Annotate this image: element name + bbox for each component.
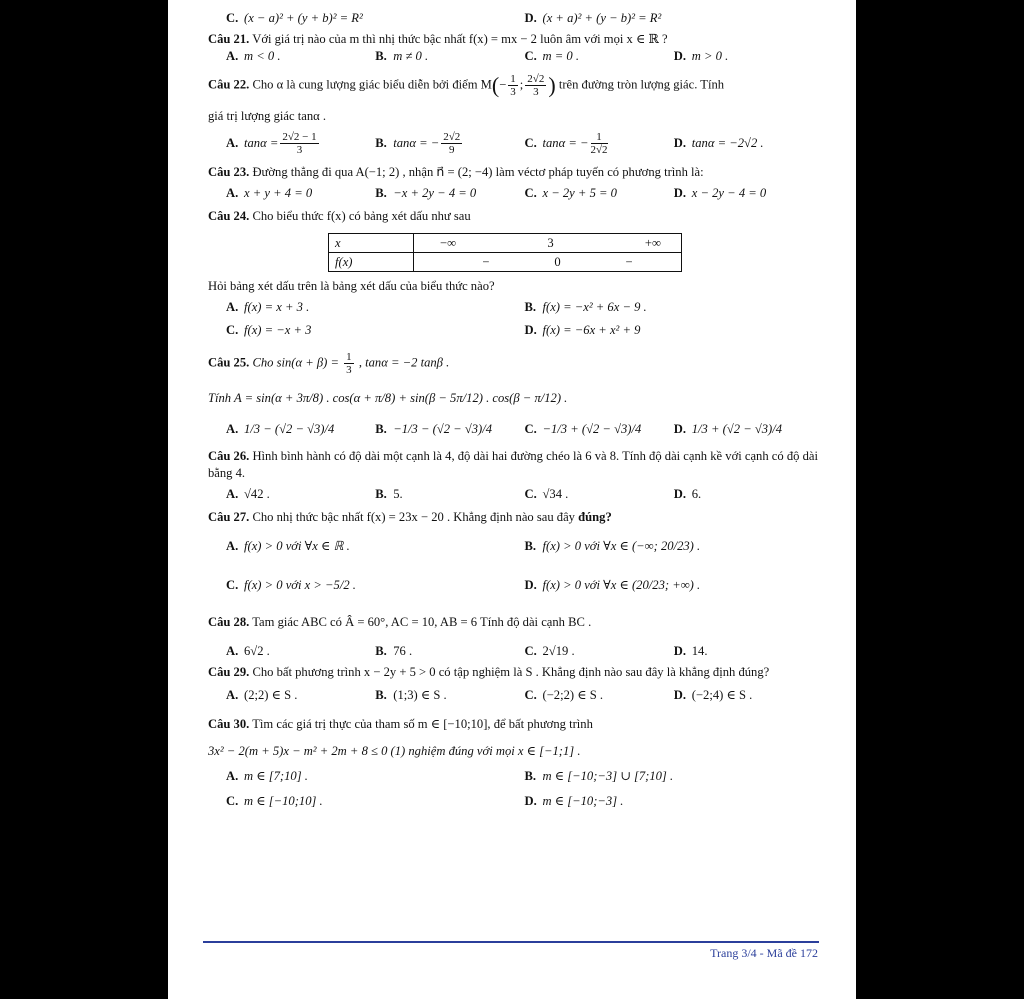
question-text: Tam giác ABC có Â = 60°, AC = 10, AB = 6 Tính độ dài cạnh BC . (252, 615, 592, 629)
question-24 (208, 208, 823, 339)
options (208, 299, 823, 316)
option-b: tanα = − (393, 136, 440, 150)
question-number: Câu 23. (208, 165, 250, 179)
frac-num: 1 (591, 131, 608, 144)
sign-value: 0 (554, 254, 561, 269)
option-a: f(x) > 0 với ∀x ∈ ℝ . (244, 539, 350, 553)
option-b: 76 . (393, 644, 413, 658)
option-label: A. (226, 300, 239, 314)
option-label: B. (375, 186, 387, 200)
option-c: (−2;2) ∈ S . (542, 688, 604, 702)
option-b: f(x) > 0 với ∀x ∈ (−∞; 20/23) . (542, 539, 701, 553)
sign-value: +∞ (644, 235, 661, 250)
option-d: x − 2y − 4 = 0 (691, 186, 767, 200)
option-label: D. (673, 422, 686, 436)
option-c: (x − a)² + (y + b)² = R² (244, 11, 363, 25)
frac-den: 3 (346, 364, 352, 376)
options (208, 538, 823, 555)
option-b: m ≠ 0 . (393, 49, 429, 63)
question-number: Câu 30. (208, 717, 250, 731)
question-29 (208, 664, 823, 704)
option-a: (2;2) ∈ S . (244, 688, 298, 702)
option-label: C. (524, 487, 537, 501)
option-d: tanα = −2√2 . (691, 136, 764, 150)
option-label: D. (524, 794, 537, 808)
table-cell: f(x) (329, 253, 414, 272)
options (208, 322, 823, 339)
option-a: m < 0 . (244, 49, 281, 63)
option-label: C. (524, 422, 537, 436)
option-d: (x + a)² + (y − b)² = R² (542, 11, 662, 25)
option-a: x + y + 4 = 0 (244, 186, 313, 200)
option-label: A. (226, 539, 239, 553)
emphasis-text: đúng (578, 510, 606, 524)
option-label: A. (226, 422, 239, 436)
option-label: C. (524, 49, 537, 63)
question-text: Cho sin(α + β) = (252, 355, 340, 370)
sign-value: −∞ (440, 235, 457, 250)
option-label: B. (524, 769, 537, 783)
question-text: Tìm các giá trị thực của tham số m ∈ [−10;10], để bất phương trình (252, 717, 593, 731)
option-label: C. (524, 136, 537, 150)
question-text: Với giá trị nào của m thì nhị thức bậc nhất f(x) = mx − 2 luôn âm với mọi x ∈ ℝ ? (252, 32, 668, 46)
option-label: B. (524, 539, 537, 553)
question-number: Câu 28. (208, 615, 250, 629)
option-label: A. (226, 487, 239, 501)
option-label: D. (673, 136, 686, 150)
option-label: C. (226, 11, 239, 25)
frac-den: 2√2 (590, 144, 608, 156)
frac-den: 3 (510, 86, 516, 98)
option-label: A. (226, 688, 239, 702)
question-text: Cho biểu thức f(x) có bảng xét dấu như sau (252, 209, 471, 223)
option-label: D. (524, 578, 537, 592)
option-d: 1/3 + (√2 − √3)/4 (691, 422, 783, 436)
option-d: m ∈ [−10;−3] . (542, 794, 624, 808)
options (208, 768, 823, 785)
frac-den: 3 (296, 144, 303, 156)
option-a: m ∈ [7;10] . (244, 769, 308, 783)
option-d: (−2;4) ∈ S . (691, 688, 753, 702)
option-b: −x + 2y − 4 = 0 (393, 186, 477, 200)
option-label: B. (375, 487, 387, 501)
option-b: −1/3 − (√2 − √3)/4 (393, 422, 493, 436)
table-cell (414, 253, 682, 272)
option-label: A. (226, 186, 239, 200)
question-27 (208, 509, 823, 594)
option-label: D. (673, 487, 686, 501)
sign-table (328, 233, 682, 272)
option-b: f(x) = −x² + 6x − 9 . (542, 300, 647, 314)
option-label: B. (375, 136, 387, 150)
option-a: tanα = (244, 136, 279, 150)
question-text: Cho nhị thức bậc nhất f(x) = 23x − 20 . Khẳng định nào sau đây (252, 510, 575, 524)
sign-value: − (625, 254, 633, 269)
question-21 (208, 31, 823, 65)
option-d: f(x) > 0 với ∀x ∈ (20/23; +∞) . (542, 578, 701, 592)
option-c: f(x) = −x + 3 (244, 323, 312, 337)
option-a: 1/3 − (√2 − √3)/4 (244, 422, 335, 436)
option-c: m = 0 . (542, 49, 579, 63)
sign-value: 3 (547, 235, 554, 250)
question-30 (208, 716, 823, 810)
question-number: Câu 27. (208, 510, 250, 524)
question-text: Hỏi bảng xét dấu trên là bảng xét dấu của biểu thức nào? (208, 279, 495, 293)
option-label: D. (673, 49, 686, 63)
option-c: √34 . (542, 487, 569, 501)
option-d: 6. (691, 487, 702, 501)
option-c: m ∈ [−10;10] . (244, 794, 323, 808)
question-number: Câu 21. (208, 32, 250, 46)
option-label: B. (375, 49, 387, 63)
question-text: Tính A = sin(α + 3π/8) . cos(α + π/8) + sin(β − 5π/12) . cos(β − π/12) . (208, 391, 568, 405)
table-cell (414, 234, 682, 253)
option-c: x − 2y + 5 = 0 (542, 186, 617, 200)
option-c: −1/3 + (√2 − √3)/4 (542, 422, 642, 436)
options (208, 577, 823, 594)
option-label: D. (673, 688, 686, 702)
option-b: (1;3) ∈ S . (393, 688, 447, 702)
option-c: tanα = − (542, 136, 589, 150)
table-row (329, 234, 682, 253)
question-25 (208, 351, 823, 438)
question-text: giá trị lượng giác tanα . (208, 109, 327, 123)
question-text: Hình bình hành có độ dài một cạnh là 4, độ dài hai đường chéo là 6 và 8. Tính độ dài cạnh kề với cạnh có độ dài bằng 4. (208, 449, 818, 480)
page-content (208, 10, 823, 810)
option-label: C. (226, 578, 239, 592)
options (208, 793, 823, 810)
options (208, 421, 823, 438)
option-label: A. (226, 49, 239, 63)
option-d: m > 0 . (691, 49, 729, 63)
option-d: 14. (691, 644, 708, 658)
question-text: , tanα = −2 tanβ . (358, 355, 450, 370)
option-a: f(x) = x + 3 . (244, 300, 310, 314)
option-label: D. (524, 11, 537, 25)
sign-value: − (482, 254, 490, 269)
question-text: Đường thẳng đi qua A(−1; 2) , nhận n⃗ = (2; −4) làm véctơ pháp tuyến có phương trình là: (252, 165, 704, 179)
question-number: Câu 26. (208, 449, 250, 463)
option-b: 5. (393, 487, 403, 501)
table-row (329, 253, 682, 272)
option-label: C. (524, 186, 537, 200)
question-23 (208, 164, 823, 202)
option-label: A. (226, 136, 239, 150)
question-text: Cho bất phương trình x − 2y + 5 > 0 có tập nghiệm là S . Khẳng định nào sau đây là khẳng định đúng? (252, 665, 770, 679)
question-number: Câu 24. (208, 209, 250, 223)
option-b: m ∈ [−10;−3] ∪ [7;10] . (542, 769, 674, 783)
question-text: trên đường tròn lượng giác. Tính (558, 77, 725, 92)
option-label: C. (226, 794, 239, 808)
option-a: 6√2 . (244, 644, 270, 658)
option-label: A. (226, 644, 239, 658)
option-d: f(x) = −6x + x² + 9 (542, 323, 641, 337)
options (208, 185, 823, 202)
option-label: B. (375, 644, 387, 658)
question-number: Câu 29. (208, 665, 250, 679)
page-footer: Trang 3/4 - Mã đề 172 (710, 946, 818, 960)
options (208, 486, 823, 503)
option-label: C. (524, 688, 537, 702)
frac-den: 3 (533, 86, 539, 98)
option-c: f(x) > 0 với x > −5/2 . (244, 578, 356, 592)
prev-question-options (208, 10, 823, 27)
frac-num: 1 (510, 73, 516, 85)
question-22: Câu 22. Cho α là cung lượng giác biểu diễn bởi điểm M(− $\frac{1}{3}$ ; $\frac{2√2}{3}$ ) trên đường tròn lượng giác. Tính giá trị lượng giác tanα . A. tanα = $\frac{2√2 - 1}{3}$ B. tanα = − $\frac{2√2}{9}$ C. tanα = − $\frac{1}{2√2}$ D. tanα = −2√2 . (208, 73, 823, 156)
option-c: 2√19 . (542, 644, 575, 658)
option-label: D. (673, 186, 686, 200)
option-label: B. (375, 688, 387, 702)
option-label: B. (375, 422, 387, 436)
options (208, 643, 823, 660)
option-label: D. (524, 323, 537, 337)
frac-num: 1 (346, 351, 352, 363)
question-number: Câu 22. (208, 77, 250, 92)
frac-num: 2√2 (443, 131, 461, 143)
footer-divider (203, 941, 819, 943)
frac-den: 9 (449, 144, 455, 156)
document-page (168, 0, 856, 999)
question-text: Cho α là cung lượng giác biểu diễn bởi điểm M (252, 77, 492, 92)
question-26 (208, 448, 823, 503)
option-label: D. (673, 644, 686, 658)
options (208, 131, 823, 156)
option-a: √42 . (244, 487, 270, 501)
frac-num: 2√2 (527, 73, 545, 85)
frac-num: 2√2 − 1 (282, 131, 317, 143)
question-28 (208, 614, 823, 660)
options (208, 687, 823, 704)
question-number: Câu 25. (208, 355, 250, 370)
option-label: C. (524, 644, 537, 658)
options (208, 48, 823, 65)
table-cell: x (329, 234, 414, 253)
option-label: A. (226, 769, 239, 783)
question-text: 3x² − 2(m + 5)x − m² + 2m + 8 ≤ 0 (1) nghiệm đúng với mọi x ∈ [−1;1] . (208, 744, 581, 758)
question-mark: ? (605, 510, 612, 524)
option-label: B. (524, 300, 537, 314)
option-label: C. (226, 323, 239, 337)
